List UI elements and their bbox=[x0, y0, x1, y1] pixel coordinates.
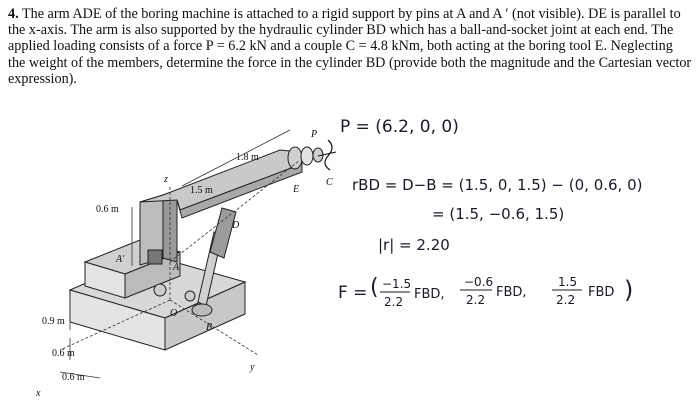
point-b-label: B bbox=[206, 322, 213, 333]
frac3-numerator: 1.5 bbox=[558, 275, 578, 289]
dim-0-6-a-label: 0.6 m bbox=[52, 348, 75, 359]
dim-0-9-label: 0.9 m bbox=[42, 316, 65, 327]
hand-line-5-prefix: F = bbox=[338, 283, 368, 303]
svg-text:(: ( bbox=[370, 275, 379, 300]
z-axis-label: z bbox=[164, 174, 168, 185]
point-o-label: O bbox=[170, 308, 178, 319]
point-a-prime-label: A′ bbox=[116, 254, 125, 265]
frac1-tail: FBD, bbox=[414, 287, 445, 302]
hand-line-1: P = (6.2, 0, 0) bbox=[340, 117, 459, 137]
hand-line-4: |r| = 2.20 bbox=[378, 236, 450, 254]
dim-0-6-arm-label: 0.6 m bbox=[96, 204, 119, 215]
dim-0-6-b-label: 0.6 m bbox=[62, 372, 85, 383]
point-e-label: E bbox=[293, 184, 300, 195]
dim-1-8-label: 1.8 m bbox=[236, 152, 259, 163]
svg-text:): ) bbox=[624, 276, 634, 304]
frac2-tail: FBD, bbox=[496, 285, 527, 300]
problem-number: 4. bbox=[8, 6, 19, 22]
handwritten-solution bbox=[338, 117, 642, 309]
hand-line-2: rBD = D−B = (1.5, 0, 1.5) − (0, 0.6, 0) bbox=[352, 176, 643, 194]
frac2-denominator: 2.2 bbox=[466, 293, 486, 307]
frac3-tail: FBD bbox=[588, 285, 615, 300]
boring-tool-e bbox=[288, 140, 336, 170]
x-axis-label: x bbox=[36, 388, 41, 399]
force-p-label: P bbox=[311, 129, 318, 140]
couple-c-label: C bbox=[326, 177, 333, 188]
frac2-numerator: −0.6 bbox=[464, 275, 494, 289]
problem-text: The arm ADE of the boring machine is attached to a rigid support by pins at A and A ′ (not visible). DE is parallel to the x-axis. The arm is also supported by the hydraulic cylinder BD which has a ball-and-socket joint at each end. The applied loading consists of a force P = 6.2 kN and a couple C = 4.8 kNm, both acting at the boring tool E. Neglecting the weight of the members, determine the force in the cylinder BD (provide both the magnitude and the Cartesian vector expression). bbox=[8, 6, 692, 87]
frac1-numerator: −1.5 bbox=[382, 277, 412, 291]
point-a-label: A bbox=[173, 262, 180, 273]
point-d-label: D bbox=[232, 220, 240, 231]
dim-1-5-label: 1.5 m bbox=[190, 185, 213, 196]
y-axis-label: y bbox=[250, 362, 255, 373]
frac3-denominator: 2.2 bbox=[556, 293, 576, 307]
hand-line-3: = (1.5, −0.6, 1.5) bbox=[432, 205, 565, 223]
frac1-denominator: 2.2 bbox=[384, 295, 404, 309]
